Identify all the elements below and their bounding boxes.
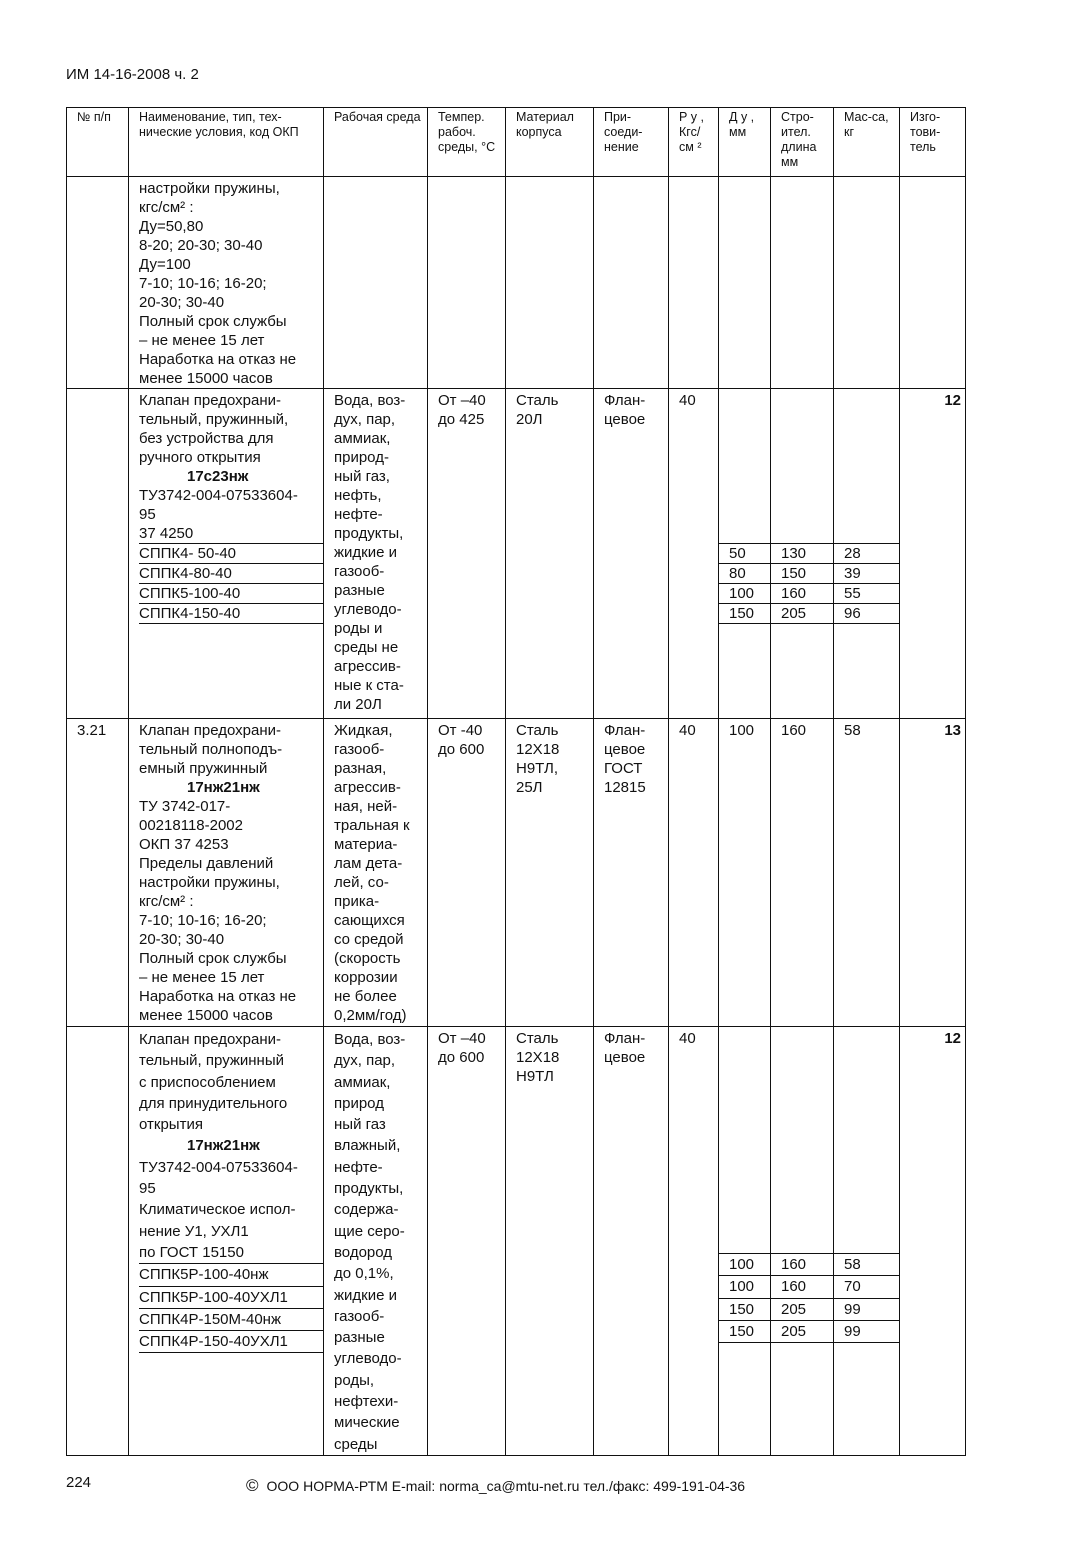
text-line: 20-30; 30-40	[139, 931, 225, 948]
valve-type: 17нж21нж	[187, 1137, 260, 1155]
text-line: 7-10; 10-16; 16-20;	[139, 912, 267, 929]
dy-cell	[719, 1027, 771, 1456]
maker-cell: 12	[900, 1027, 966, 1456]
text-line: содержа-	[334, 1201, 399, 1219]
table-value: 80	[719, 563, 770, 583]
name-cell	[129, 1027, 324, 1456]
text-line: дух, пар,	[334, 1052, 396, 1070]
medium-cell	[324, 389, 428, 719]
text-line: От -40	[438, 722, 483, 739]
temp-cell	[428, 389, 506, 719]
text-line: с приспособлением	[139, 1073, 276, 1091]
text-line: Полный срок службы	[139, 950, 287, 967]
text-line: дух, пар,	[334, 411, 396, 428]
text-line: 20Л	[516, 411, 543, 428]
text-line: аммиак,	[334, 430, 391, 447]
table-value: 150	[719, 1298, 770, 1320]
table-row	[67, 719, 966, 1027]
text-line: От –40	[438, 392, 486, 409]
header-connection: При-соеди-нение	[594, 108, 669, 177]
table-value: 160	[771, 583, 833, 603]
table-value: 205	[771, 603, 833, 624]
text-line: 12815	[604, 779, 646, 796]
text-line: цевое	[604, 1049, 646, 1066]
text-line: ТУ3742-004-07533604-	[139, 487, 298, 504]
text-line: агрессив-	[334, 658, 401, 675]
header-dy: Д у , мм	[719, 108, 771, 177]
text-line: тельный, пружинный	[139, 1052, 284, 1070]
text-line: природ-	[334, 449, 389, 466]
py-cell: 40	[669, 719, 719, 1027]
text-line: продукты,	[334, 525, 404, 542]
text-line: ОКП 37 4253	[139, 836, 229, 853]
specification-table	[66, 107, 966, 1456]
text-line: Н9ТЛ	[516, 1068, 554, 1085]
text-line: 95	[139, 1180, 156, 1198]
text-line: Пределы давлений	[139, 855, 274, 872]
text-line: Клапан предохрани-	[139, 722, 281, 739]
text-line: до 0,1%,	[334, 1265, 394, 1283]
text-line: ручного открытия	[139, 449, 261, 466]
text-line: сающихся	[334, 912, 405, 929]
text-line: Флан-	[604, 392, 646, 409]
maker-cell: 13	[900, 719, 966, 1027]
header-temp: Темпер. рабоч. среды, °С	[428, 108, 506, 177]
table-value: 205	[771, 1298, 833, 1320]
text-line: разная,	[334, 760, 387, 777]
text-line: без устройства для	[139, 430, 274, 447]
text-line: (скорость	[334, 950, 401, 967]
table-row	[67, 1027, 966, 1456]
text-line: до 600	[438, 741, 485, 758]
text-line: среды	[334, 1435, 378, 1453]
text-line: От –40	[438, 1030, 486, 1047]
text-line: газооб-	[334, 741, 385, 758]
text-line: цевое	[604, 411, 646, 428]
table-value: 150	[719, 603, 770, 624]
name-cell	[129, 389, 324, 719]
text-line: для принудительного	[139, 1094, 288, 1112]
text-line: щие серо-	[334, 1222, 405, 1240]
text-line: менее 15000 часов	[139, 1007, 273, 1024]
mass-cell: 58	[834, 719, 900, 1027]
text-line: разные	[334, 582, 385, 599]
text-line: нефть,	[334, 487, 382, 504]
table-value: 100	[719, 1253, 770, 1275]
material-cell	[506, 719, 594, 1027]
table-value: 205	[771, 1320, 833, 1343]
text-line: 8-20; 20-30; 30-40	[139, 237, 263, 254]
text-line: ные к ста-	[334, 677, 404, 694]
dy-cell	[719, 389, 771, 719]
maker-cell: 12	[900, 389, 966, 719]
connection-cell	[594, 389, 669, 719]
text-line: до 425	[438, 411, 485, 428]
text-line: 12Х18	[516, 1049, 560, 1066]
text-line: 12Х18	[516, 741, 560, 758]
text-line: Сталь	[516, 722, 559, 739]
text-line: роды и	[334, 620, 383, 637]
valve-type: 17нж21нж	[187, 779, 260, 796]
copyright-icon: ©	[246, 1476, 259, 1495]
header-name: Наименование, тип, тех-нические условия, код ОКП	[129, 108, 324, 177]
table-value: 100	[719, 583, 770, 603]
text-line: тральная к	[334, 817, 410, 834]
text-line: по ГОСТ 15150	[139, 1243, 244, 1261]
py-cell: 40	[669, 1027, 719, 1456]
text-line: Ду=50,80	[139, 218, 204, 235]
temp-cell	[428, 1027, 506, 1456]
header-length: Стро-ител. длина мм	[771, 108, 834, 177]
text-line: кгс/см² :	[139, 199, 194, 216]
connection-cell	[594, 1027, 669, 1456]
model-name: СППК4- 50-40	[139, 543, 323, 563]
text-line: среды не	[334, 639, 399, 656]
text-line: ный газ	[334, 1116, 386, 1134]
table-value: 99	[834, 1320, 899, 1343]
name-cell	[129, 719, 324, 1027]
text-line: ли 20Л	[334, 696, 382, 713]
text-line: 0,2мм/год)	[334, 1007, 407, 1024]
text-line: лам дета-	[334, 855, 403, 872]
text-line: тельный полноподъ-	[139, 741, 283, 758]
text-line: разные	[334, 1329, 385, 1347]
mass-cell	[834, 389, 900, 719]
model-name: СППК5Р-100-40УХЛ1	[139, 1286, 323, 1308]
text-line: тельный, пружинный,	[139, 411, 289, 428]
table-value: 70	[834, 1275, 899, 1297]
text-line: жидкие и	[334, 544, 397, 561]
text-line: емный пружинный	[139, 760, 268, 777]
document-header: ИМ 14-16-2008 ч. 2	[66, 66, 199, 83]
text-line: нефтехи-	[334, 1393, 399, 1411]
header-py: Р у , Кгс/ см ²	[669, 108, 719, 177]
model-name: СППК4-80-40	[139, 563, 323, 583]
text-line: Н9ТЛ,	[516, 760, 559, 777]
model-name: СППК5Р-100-40нж	[139, 1263, 323, 1285]
text-line: Вода, воз-	[334, 392, 406, 409]
text-line: материа-	[334, 836, 398, 853]
text-line: прика-	[334, 893, 380, 910]
header-maker: Изго-тови-тель	[900, 108, 966, 177]
text-line: влажный,	[334, 1137, 401, 1155]
text-line: ТУ 3742-017-	[139, 798, 231, 815]
text-line: агрессив-	[334, 779, 401, 796]
table-value: 150	[771, 563, 833, 583]
table-value: 50	[719, 543, 770, 563]
header-num: № п/п	[67, 108, 129, 177]
text-line: мические	[334, 1414, 400, 1432]
table-value: 96	[834, 603, 899, 624]
table-value: 58	[834, 1253, 899, 1275]
table-value: 39	[834, 563, 899, 583]
table-value: 160	[771, 1253, 833, 1275]
model-name: СППК4Р-150-40УХЛ1	[139, 1330, 323, 1353]
text-line: аммиак,	[334, 1073, 391, 1091]
text-line: нефте-	[334, 1158, 383, 1176]
text-line: цевое	[604, 741, 646, 758]
model-name: СППК4Р-150М-40нж	[139, 1308, 323, 1330]
medium-cell	[324, 1027, 428, 1456]
text-line: открытия	[139, 1116, 203, 1134]
model-name: СППК4-150-40	[139, 603, 323, 624]
text-line: Жидкая,	[334, 722, 393, 739]
text-line: Сталь	[516, 1030, 559, 1047]
dy-cell: 100	[719, 719, 771, 1027]
text-line: Полный срок службы	[139, 313, 287, 330]
header-material: Материал корпуса	[506, 108, 594, 177]
text-line: Вода, воз-	[334, 1031, 406, 1048]
text-line: Ду=100	[139, 256, 191, 273]
text-line: продукты,	[334, 1180, 404, 1198]
text-line: Наработка на отказ не	[139, 988, 297, 1005]
text-line: нефте-	[334, 506, 383, 523]
text-line: 7-10; 10-16; 16-20;	[139, 275, 267, 292]
text-line: 00218118-2002	[139, 817, 243, 834]
table-value: 99	[834, 1298, 899, 1320]
table-header-row	[67, 108, 966, 177]
length-cell	[771, 389, 834, 719]
name-cell	[129, 177, 324, 389]
text-line: до 600	[438, 1049, 485, 1066]
table-row	[67, 389, 966, 719]
mass-cell	[834, 1027, 900, 1456]
text-line: Сталь	[516, 392, 559, 409]
text-line: настройки пружины,	[139, 874, 280, 891]
material-cell	[506, 389, 594, 719]
text-line: кгс/см² :	[139, 893, 194, 910]
table-row	[67, 177, 966, 389]
text-line: ТУ3742-004-07533604-	[139, 1158, 298, 1176]
text-line: Флан-	[604, 722, 646, 739]
table-value: 130	[771, 543, 833, 563]
text-line: водород	[334, 1243, 393, 1261]
text-line: – не менее 15 лет	[139, 332, 265, 349]
header-medium: Рабочая среда	[324, 108, 428, 177]
text-line: не более	[334, 988, 397, 1005]
text-line: газооб-	[334, 1307, 385, 1325]
model-name: СППК5-100-40	[139, 583, 323, 603]
text-line: 95	[139, 506, 156, 523]
table-value: 150	[719, 1320, 770, 1343]
text-line: 25Л	[516, 779, 543, 796]
text-line: менее 15000 часов	[139, 370, 273, 387]
text-line: Клапан предохрани-	[139, 392, 281, 409]
text-line: коррозии	[334, 969, 398, 986]
text-line: Клапан предохрани-	[139, 1031, 281, 1048]
medium-cell	[324, 719, 428, 1027]
text-line: Наработка на отказ не	[139, 351, 297, 368]
text-line: ный газ,	[334, 468, 390, 485]
num-cell: 3.21	[67, 719, 129, 1027]
length-cell: 160	[771, 719, 834, 1027]
table-value: 100	[719, 1275, 770, 1297]
text-line: лей, со-	[334, 874, 389, 891]
text-line: углеводо-	[334, 601, 402, 618]
text-line: нение У1, УХЛ1	[139, 1222, 249, 1240]
text-line: настройки пружины,	[139, 180, 280, 197]
header-mass: Мас-са, кг	[834, 108, 900, 177]
length-cell	[771, 1027, 834, 1456]
text-line: 37 4250	[139, 525, 194, 542]
text-line: газооб-	[334, 563, 385, 580]
text-line: роды,	[334, 1371, 375, 1389]
text-line: со средой	[334, 931, 404, 948]
text-line: ГОСТ	[604, 760, 643, 777]
table-value: 160	[771, 1275, 833, 1297]
text-line: углеводо-	[334, 1350, 402, 1368]
text-line: жидкие и	[334, 1286, 397, 1304]
copyright-line	[246, 1476, 745, 1496]
copyright-text: ООО НОРМА-РТМ E-mail: norma_ca@mtu-net.ru тел./факс: 499-191-04-36	[266, 1478, 746, 1494]
text-line: Флан-	[604, 1030, 646, 1047]
valve-type: 17с23нж	[187, 468, 249, 485]
text-line: 20-30; 30-40	[139, 294, 225, 311]
connection-cell	[594, 719, 669, 1027]
table-value: 28	[834, 543, 899, 563]
temp-cell	[428, 719, 506, 1027]
text-line: – не менее 15 лет	[139, 969, 265, 986]
material-cell	[506, 1027, 594, 1456]
page-number: 224	[66, 1474, 92, 1491]
text-line: Климатическое испол-	[139, 1201, 296, 1219]
text-line: ная, ней-	[334, 798, 398, 815]
py-cell: 40	[669, 389, 719, 719]
table-value: 55	[834, 583, 899, 603]
text-line: природ	[334, 1094, 384, 1112]
